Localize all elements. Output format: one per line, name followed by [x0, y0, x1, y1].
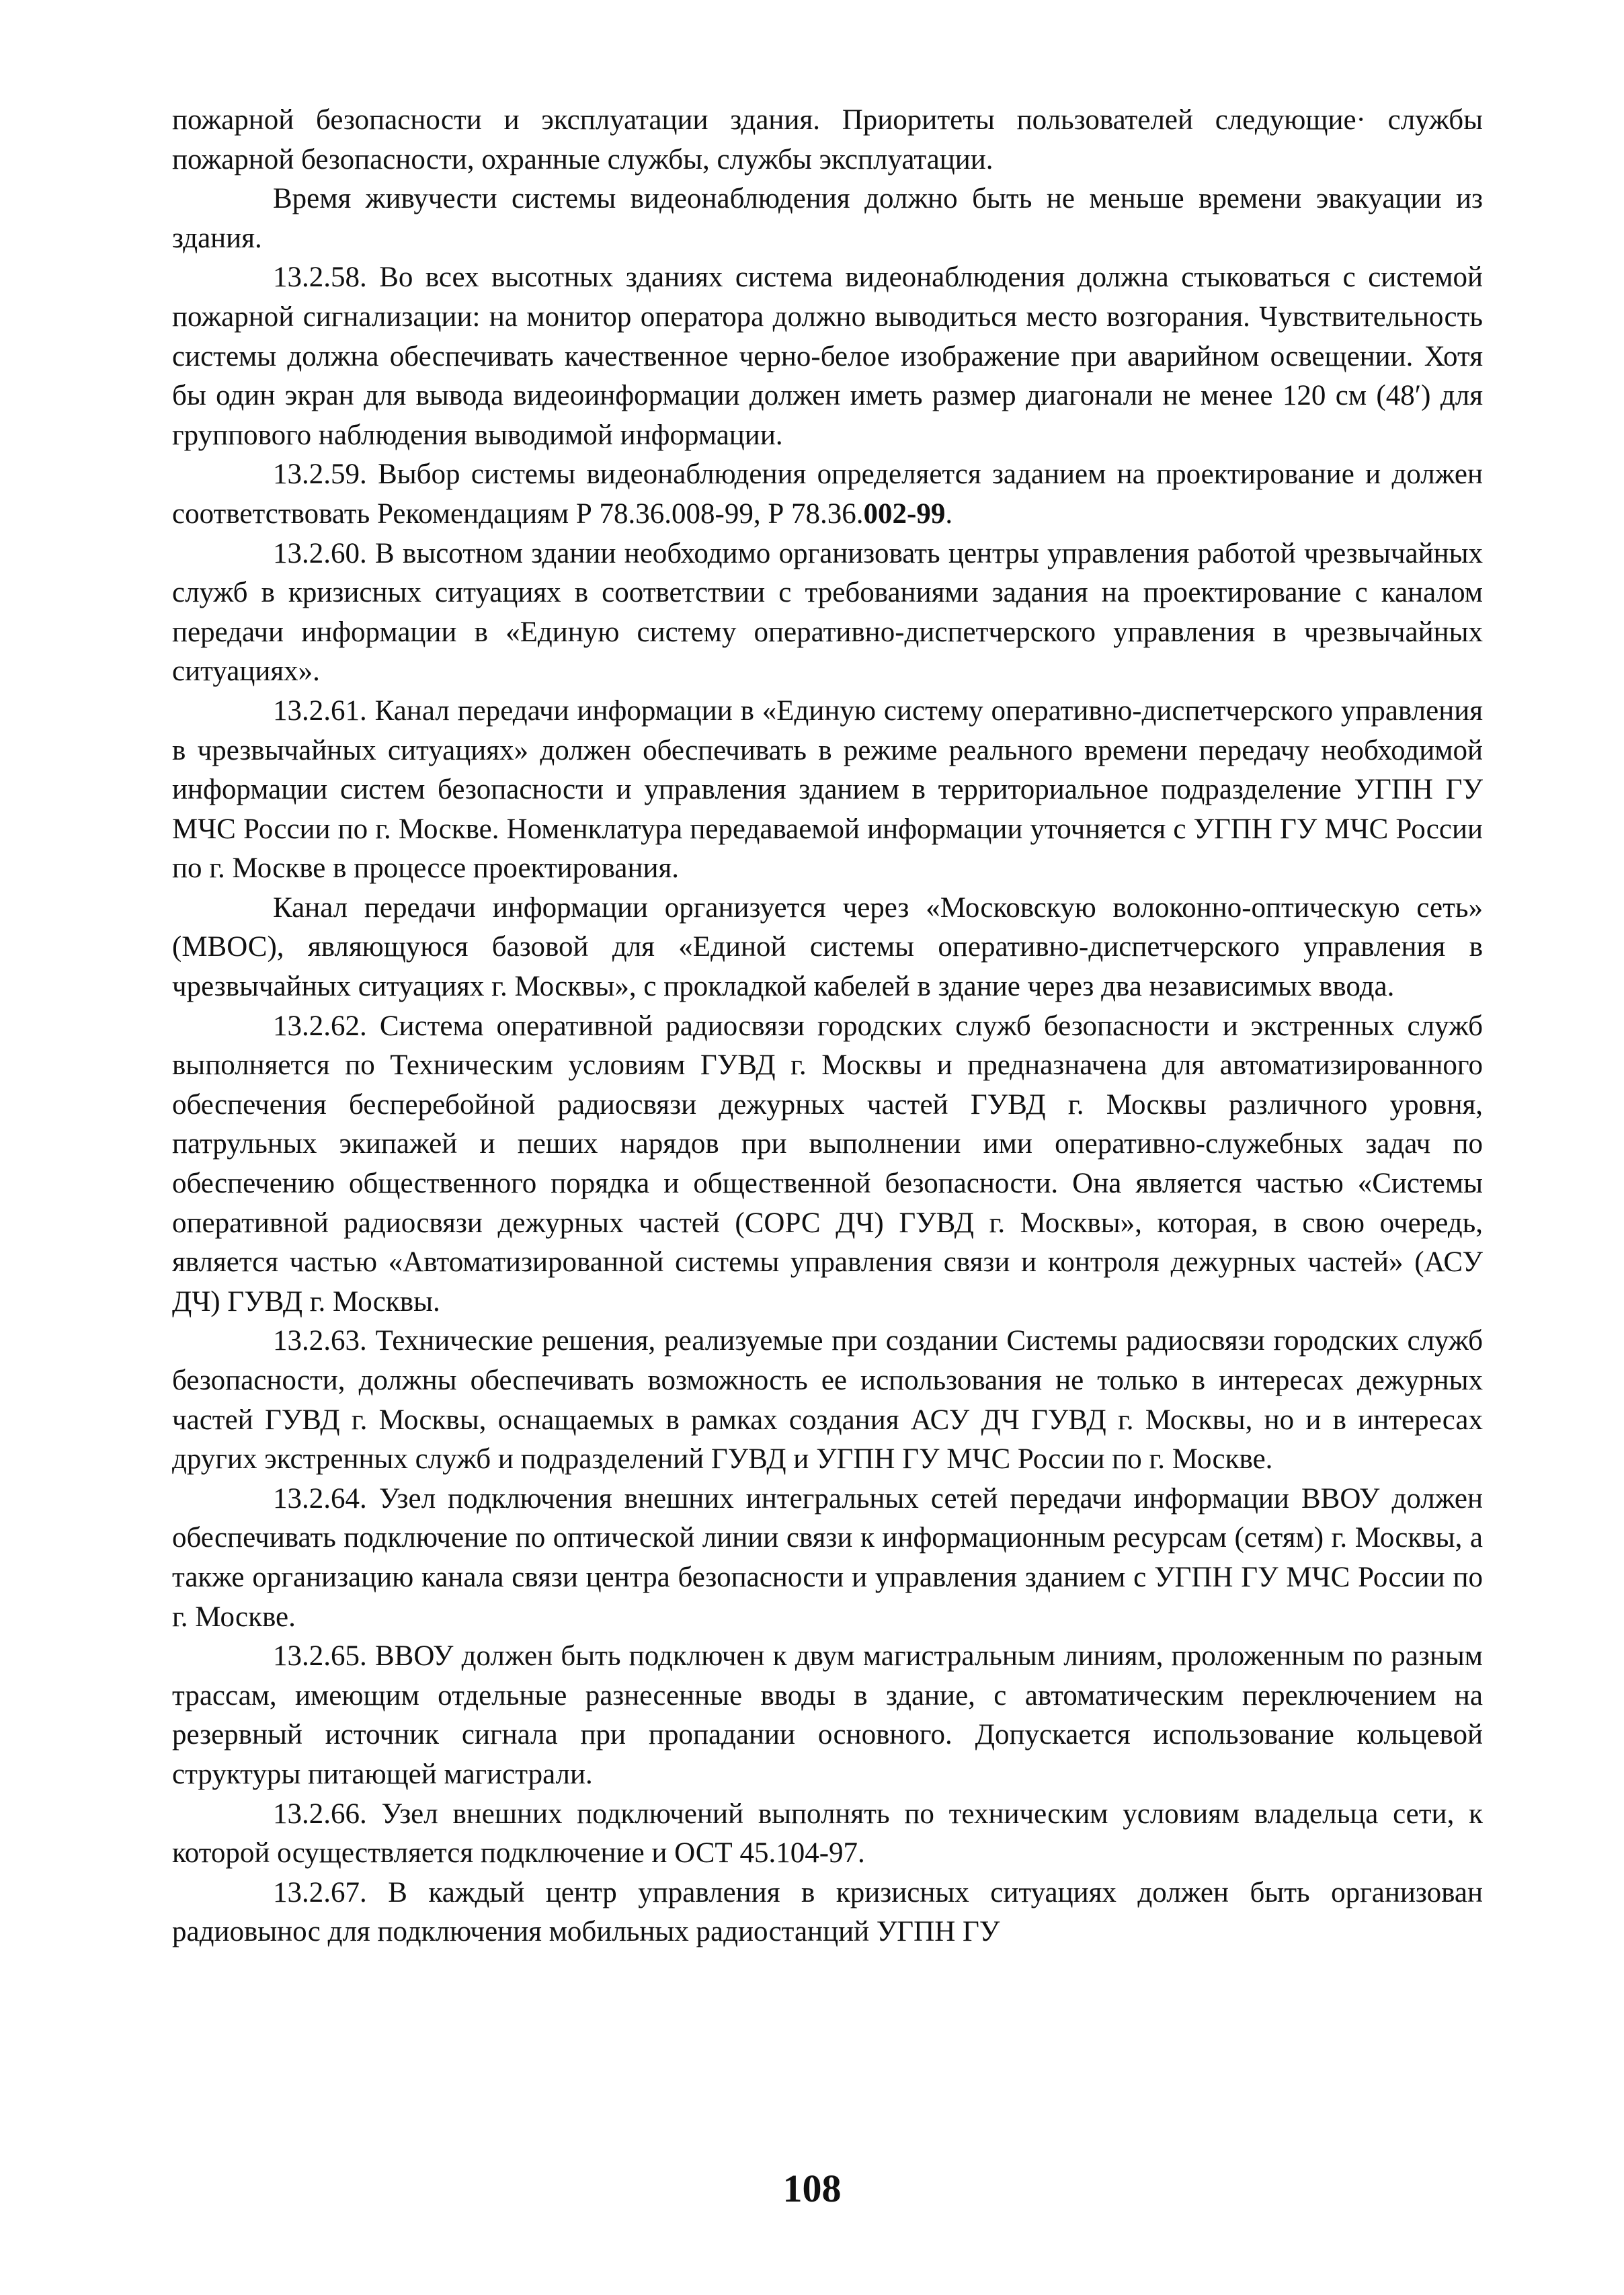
- paragraph: 13.2.65. ВВОУ должен быть подключен к двум магистральным линиям, проложенным по разным трассам, имеющим отдельные разнесенные вводы в здание, с автоматическим переключением на резервный источник сигнала при пропадании основного. Допускается использование кольцевой структуры питающей магистрали.: [172, 1640, 1483, 1790]
- paragraph: 13.2.58. Во всех высотных зданиях система видеонаблюдения должна стыковаться с системой пожарной сигнализации: на монитор оператора должно выводиться место возгорания. Чувствительность системы должна обеспечивать качественное черно-белое изображение при аварийном освещении. Хотя бы один экран для вывода видеоинформации должен иметь размер диагонали не менее 120 см (48′) для группового наблюдения выводимой информации.: [172, 261, 1483, 451]
- paragraph: 13.2.63. Технические решения, реализуемые при создании Системы радиосвязи городских служб безопасности, должны обеспечивать возможность ее использования не только в интересах дежурных частей ГУВД г. Москвы, оснащаемых в рамках создания АСУ ДЧ ГУВД г. Москвы, но и в интересах других экстренных служб и подразделений ГУВД и УГПН ГУ МЧС России по г. Москве.: [172, 1325, 1483, 1476]
- paragraph: Время живучести системы видеонаблюдения должно быть не меньше времени эвакуации из здания.: [172, 183, 1483, 254]
- paragraph-tail: .: [945, 497, 953, 530]
- paragraph-text: 13.2.59. Выбор системы видеонаблюдения определяется заданием на проектирование и должен соответствовать Рекомендациям Р 78.36.008-99, Р 78.36.: [172, 458, 1483, 530]
- paragraph: 13.2.62. Система оперативной радиосвязи городских служб безопасности и экстренных служб выполняется по Техническим условиям ГУВД г. Москвы и предназначена для автоматизированного обеспечения бесперебойной радиосвязи дежурных частей ГУВД г. Москвы различного уровня, патрульных экипажей и пеших нарядов при выполнении ими оперативно-служебных задач по обеспечению общественного порядка и общественной безопасности. Она является частью «Системы оперативной радиосвязи дежурных частей (СОРС ДЧ) ГУВД г. Москвы», которая, в свою очередь, является частью «Автоматизированной системы управления связи и контроля дежурных частей» (АСУ ДЧ) ГУВД г. Москвы.: [172, 1010, 1483, 1318]
- paragraph: 13.2.67. В каждый центр управления в кризисных ситуациях должен быть организован радиовынос для подключения мобильных радиостанций УГПН ГУ: [172, 1876, 1483, 1948]
- paragraph: 13.2.66. Узел внешних подключений выполнять по техническим условиям владельца сети, к которой осуществляется подключение и ОСТ 45.104-97.: [172, 1798, 1483, 1869]
- paragraph: 13.2.60. В высотном здании необходимо организовать центры управления работой чрезвычайных служб в кризисных ситуациях в соответствии с требованиями задания на проектирование с каналом передачи информации в «Единую систему оперативно-диспетчерского управления в чрезвычайных ситуациях».: [172, 537, 1483, 688]
- body-text: [172, 101, 1483, 1952]
- paragraph: 13.2.64. Узел подключения внешних интегральных сетей передачи информации ВВОУ должен обеспечивать подключение по оптической линии связи к информационным ресурсам (сетям) г. Москвы, а также организацию канала связи центра безопасности и управления зданием с УГПН ГУ МЧС России по г. Москве.: [172, 1482, 1483, 1633]
- paragraph: 13.2.61. Канал передачи информации в «Единую систему оперативно-диспетчерского управления в чрезвычайных ситуациях» должен обеспечивать в режиме реального времени передачу необходимой информации систем безопасности и управления зданием в территориальное подразделение УГПН ГУ МЧС России по г. Москве. Номенклатура передаваемой информации уточняется с УГПН ГУ МЧС России по г. Москве в процессе проектирования.: [172, 694, 1483, 885]
- page-number: 108: [782, 2167, 842, 2210]
- standard-number-bold: 002-99: [863, 497, 946, 530]
- paragraph: [172, 455, 1483, 534]
- paragraph: пожарной безопасности и эксплуатации здания. Приоритеты пользователей следующие· службы пожарной безопасности, охранные службы, службы эксплуатации.: [172, 104, 1483, 175]
- paragraph: Канал передачи информации организуется через «Московскую волоконно-оптическую сеть» (МВОС), являющуюся базовой для «Единой системы оперативно-диспетчерского управления в чрезвычайных ситуациях г. Москвы», с прокладкой кабелей в здание через два независимых ввода.: [172, 891, 1483, 1003]
